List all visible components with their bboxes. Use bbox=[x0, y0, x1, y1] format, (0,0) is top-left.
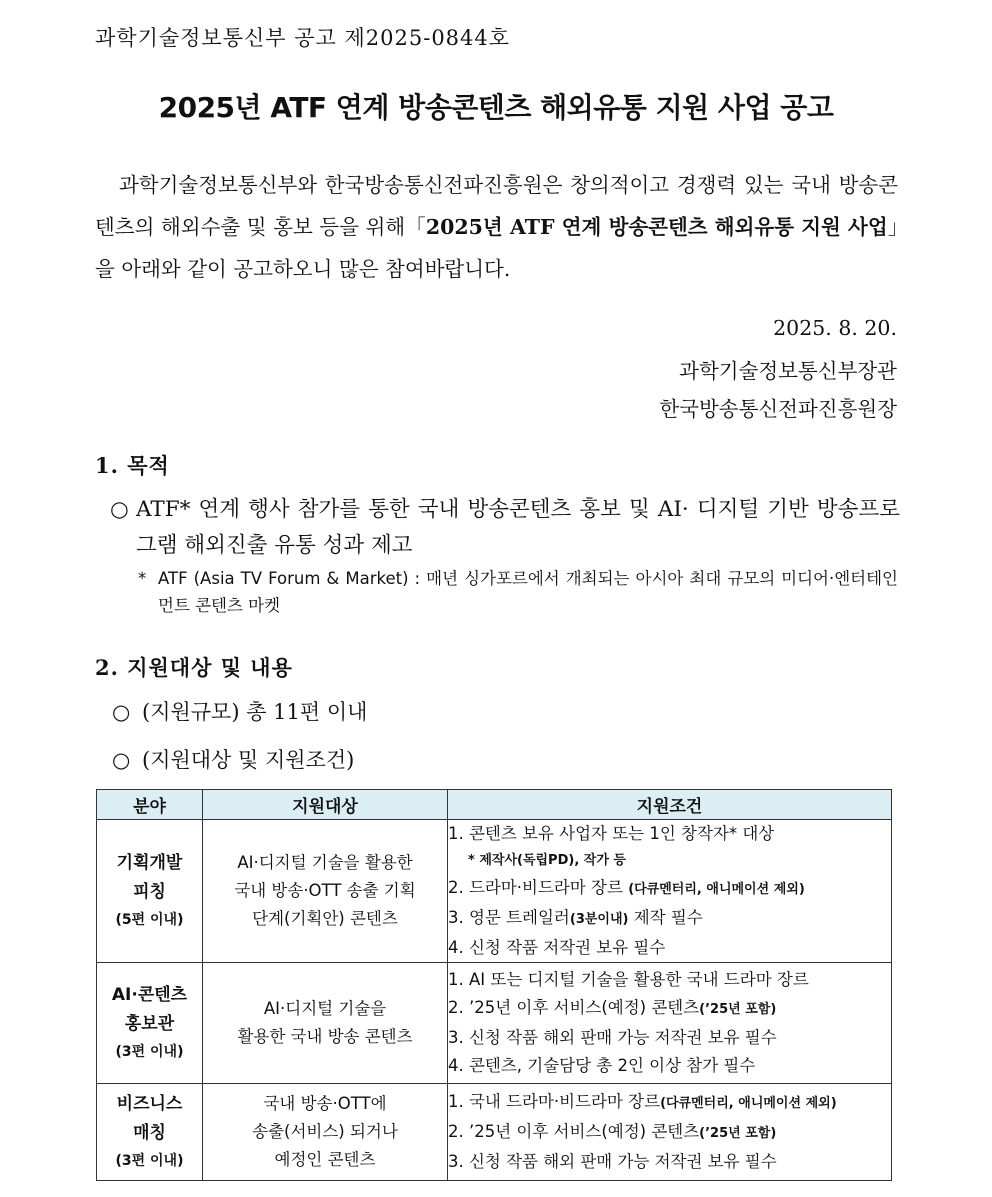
condition-item: 4. 신청 작품 저작권 보유 필수 bbox=[448, 938, 666, 957]
table-header-row bbox=[97, 790, 892, 820]
target-line: 단계(기획안) 콘텐츠 bbox=[252, 909, 398, 928]
header-target: 지원대상 bbox=[203, 790, 448, 820]
conditions-cell bbox=[448, 1084, 892, 1181]
condition-item: 3. 영문 트레일러(3분이내) 제작 필수 bbox=[448, 908, 703, 927]
target-line: 송출(서비스) 되거나 bbox=[252, 1122, 398, 1141]
conditions-cell bbox=[448, 963, 892, 1084]
target-cell bbox=[203, 1084, 448, 1181]
bullet-circle-icon: ○ bbox=[112, 700, 131, 724]
table-row bbox=[97, 820, 892, 963]
category-name: 매칭 bbox=[133, 1123, 166, 1143]
condition-item: 1. 콘텐츠 보유 사업자 또는 1인 창작자* 대상 bbox=[448, 824, 775, 843]
category-limit: (5편 이내) bbox=[115, 912, 184, 928]
intro-text-after: 」을 아래와 같이 공고하오니 많은 참여바랍니다. bbox=[95, 215, 898, 281]
target-line: 국내 방송·OTT 송출 기획 bbox=[234, 881, 416, 900]
target-line: AI·디지털 기술을 bbox=[263, 999, 387, 1018]
support-scale-item bbox=[112, 696, 367, 726]
category-name: AI·콘텐츠 bbox=[111, 985, 188, 1005]
condition-item: 3. 신청 작품 해외 판매 가능 저작권 보유 필수 bbox=[448, 1152, 777, 1171]
category-limit: (3편 이내) bbox=[115, 1153, 184, 1169]
atf-footnote-text: ATF (Asia TV Forum & Market) : 매년 싱가포르에서 개최되는 아시아 최대 규모의 미디어·엔터테인먼트 콘텐츠 마켓 bbox=[158, 569, 898, 615]
section-heading-purpose: 1. 목적 bbox=[95, 453, 170, 478]
bullet-circle-icon: ○ bbox=[110, 497, 129, 522]
condition-item: 1. 국내 드라마·비드라마 장르(다큐멘터리, 애니메이션 제외) bbox=[448, 1092, 837, 1111]
support-table bbox=[96, 789, 892, 1181]
intro-project-name: 2025년 ATF 연계 방송콘텐츠 해외유통 지원 사업 bbox=[425, 215, 888, 239]
category-cell bbox=[97, 1084, 203, 1181]
target-cell bbox=[203, 963, 448, 1084]
signatory-minister: 과학기술정보통신부장관 bbox=[679, 359, 897, 383]
target-line: 국내 방송·OTT에 bbox=[263, 1094, 387, 1113]
header-field: 분야 bbox=[97, 790, 203, 820]
intro-paragraph bbox=[95, 164, 898, 290]
condition-item: 4. 콘텐츠, 기술담당 총 2인 이상 참가 필수 bbox=[448, 1056, 756, 1075]
category-limit: (3편 이내) bbox=[115, 1044, 184, 1060]
conditions-cell bbox=[448, 820, 892, 963]
notice-date: 2025. 8. 20. bbox=[773, 316, 897, 340]
intro-text-before: 과학기술정보통신부와 한국방송통신전파진흥원은 창의적이고 경쟁력 있는 국내 방송콘텐츠의 해외수출 및 홍보 등을 위해「 bbox=[95, 173, 898, 239]
condition-item: 2. 드라마·비드라마 장르 (다큐멘터리, 애니메이션 제외) bbox=[448, 878, 805, 897]
section-heading-support: 2. 지원대상 및 내용 bbox=[95, 655, 293, 680]
bullet-circle-icon: ○ bbox=[112, 748, 131, 772]
category-cell bbox=[97, 963, 203, 1084]
signatory-agency: 한국방송통신전파진흥원장 bbox=[659, 397, 897, 421]
notice-number: 과학기술정보통신부 공고 제2025-0844호 bbox=[95, 26, 511, 50]
target-cell bbox=[203, 820, 448, 963]
target-line: AI·디지털 기술을 활용한 bbox=[237, 853, 413, 872]
document-title: 2025년 ATF 연계 방송콘텐츠 해외유통 지원 사업 공고 bbox=[158, 91, 834, 124]
category-name: 기획개발 bbox=[116, 853, 183, 873]
purpose-text: ATF* 연계 행사 참가를 통한 국내 방송콘텐츠 홍보 및 AI· 디지털 기반 방송프로그램 해외진출 유통 성과 제고 bbox=[136, 497, 900, 558]
condition-item: 3. 신청 작품 해외 판매 가능 저작권 보유 필수 bbox=[448, 1028, 777, 1047]
condition-item: 2. ’25년 이후 서비스(예정) 콘텐츠(’25년 포함) bbox=[448, 998, 777, 1017]
table-row bbox=[97, 963, 892, 1084]
condition-subnote: * 제작사(독립PD), 작가 등 bbox=[468, 853, 626, 868]
condition-item: 1. AI 또는 디지털 기술을 활용한 국내 드라마 장르 bbox=[448, 970, 809, 989]
target-line: 예정인 콘텐츠 bbox=[274, 1150, 376, 1169]
support-target-text: (지원대상 및 지원조건) bbox=[142, 748, 355, 772]
category-cell bbox=[97, 820, 203, 963]
support-target-item bbox=[112, 744, 354, 774]
category-name: 홍보관 bbox=[124, 1014, 175, 1034]
table-row bbox=[97, 1084, 892, 1181]
purpose-bullet bbox=[110, 492, 900, 564]
asterisk-marker: * bbox=[138, 569, 147, 588]
support-scale-text: (지원규모) 총 11편 이내 bbox=[142, 700, 368, 724]
header-conditions: 지원조건 bbox=[448, 790, 892, 820]
category-name: 피칭 bbox=[133, 882, 166, 902]
condition-item: 2. ’25년 이후 서비스(예정) 콘텐츠(’25년 포함) bbox=[448, 1122, 777, 1141]
category-name: 비즈니스 bbox=[116, 1094, 183, 1114]
target-line: 활용한 국내 방송 콘텐츠 bbox=[237, 1027, 413, 1046]
